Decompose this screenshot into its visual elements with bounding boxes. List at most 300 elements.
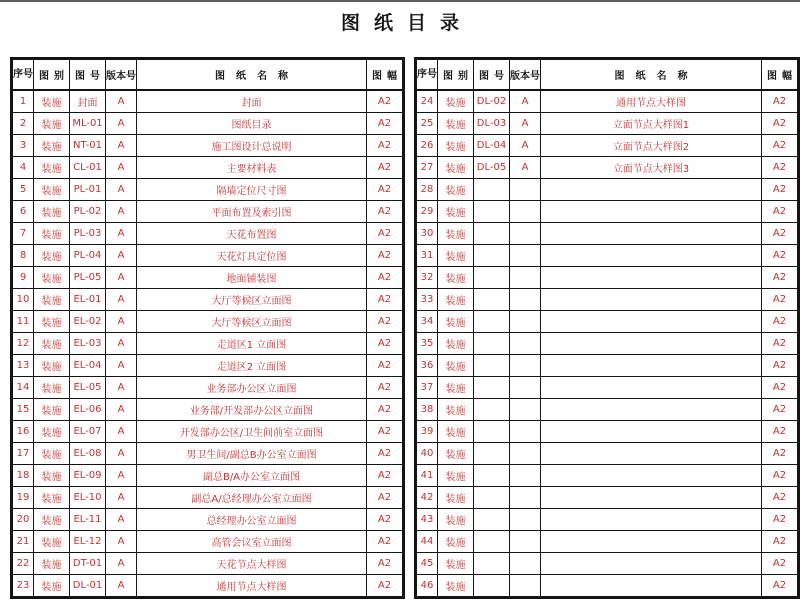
cell-category: 装施 [438,531,474,553]
cell-category: 装施 [438,377,474,399]
cell-serial: 36 [416,355,438,377]
cell-version: A [106,509,137,531]
table-row [416,509,799,531]
cell-number: DL-02 [474,90,510,113]
cell-serial: 29 [416,201,438,223]
cell-category: 装施 [34,90,70,113]
cell-serial: 44 [416,531,438,553]
cell-number [474,443,510,465]
cell-name: 通用节点大样图 [137,575,367,598]
cell-category: 装施 [34,355,70,377]
cell-size: A2 [762,289,799,311]
cell-name [541,575,762,598]
cell-number: EL-11 [70,509,106,531]
cell-size: A2 [762,311,799,333]
cell-version: A [106,333,137,355]
cell-category: 装施 [438,245,474,267]
drawing-index-table-right [414,57,800,599]
cell-size: A2 [762,135,799,157]
cell-name: 走道区1 立面图 [137,333,367,355]
cell-size: A2 [762,157,799,179]
cell-category: 装施 [34,157,70,179]
cell-category: 装施 [34,377,70,399]
cell-version [510,509,541,531]
cell-version: A [510,157,541,179]
cell-name [541,355,762,377]
cell-number: CL-01 [70,157,106,179]
cell-number: DL-01 [70,575,106,598]
table-row [12,333,404,355]
cell-version: A [106,575,137,598]
cell-category: 装施 [34,487,70,509]
cell-version [510,377,541,399]
cell-size: A2 [762,531,799,553]
column-header-number: 图号 [70,59,106,91]
cell-name: 男卫生间/副总B办公室立面图 [137,443,367,465]
cell-serial: 42 [416,487,438,509]
cell-name: 图纸目录 [137,113,367,135]
cell-name: 开发部办公区/卫生间前室立面图 [137,421,367,443]
cell-number: DT-01 [70,553,106,575]
cell-category: 装施 [34,179,70,201]
cell-serial: 2 [12,113,34,135]
cell-size: A2 [367,355,404,377]
cell-category: 装施 [438,443,474,465]
cell-serial: 21 [12,531,34,553]
cell-version: A [106,179,137,201]
table-row [416,531,799,553]
cell-version: A [106,465,137,487]
cell-size: A2 [762,245,799,267]
cell-size: A2 [762,179,799,201]
table-row [12,113,404,135]
cell-number [474,245,510,267]
cell-serial: 16 [12,421,34,443]
cell-size: A2 [367,509,404,531]
cell-category: 装施 [438,90,474,113]
cell-serial: 45 [416,553,438,575]
cell-size: A2 [367,421,404,443]
cell-size: A2 [762,509,799,531]
cell-category: 装施 [438,509,474,531]
cell-number [474,201,510,223]
cell-number [474,421,510,443]
table-row [12,509,404,531]
cell-number [474,377,510,399]
cell-category: 装施 [34,289,70,311]
cell-version: A [106,399,137,421]
cell-serial: 8 [12,245,34,267]
cell-category: 装施 [34,311,70,333]
cell-name [541,245,762,267]
cell-serial: 30 [416,223,438,245]
table-row [416,90,799,113]
cell-number: PL-04 [70,245,106,267]
table-row [416,377,799,399]
cell-number: EL-03 [70,333,106,355]
cell-serial: 13 [12,355,34,377]
table-row [416,289,799,311]
cell-name [541,289,762,311]
cell-version: A [106,487,137,509]
table-row [416,443,799,465]
table-row [416,245,799,267]
cell-version: A [106,553,137,575]
table-row [12,245,404,267]
table-row [12,157,404,179]
cell-serial: 35 [416,333,438,355]
cell-name: 总经理办公室立面图 [137,509,367,531]
cell-size: A2 [367,289,404,311]
cell-name: 天花灯具定位图 [137,245,367,267]
cell-name [541,267,762,289]
cell-size: A2 [367,399,404,421]
column-header-version: 版本号 [106,59,137,91]
cell-serial: 40 [416,443,438,465]
cell-size: A2 [762,267,799,289]
cell-name: 封面 [137,90,367,113]
cell-version [510,531,541,553]
cell-name: 地面铺装图 [137,267,367,289]
column-header-serial: 序号 [416,59,438,91]
column-header-number: 图号 [474,59,510,91]
table-row [416,333,799,355]
cell-category: 装施 [438,487,474,509]
table-row [12,90,404,113]
cell-version [510,465,541,487]
cell-version: A [106,157,137,179]
cell-name [541,421,762,443]
cell-name [541,509,762,531]
cell-serial: 4 [12,157,34,179]
cell-size: A2 [762,443,799,465]
table-row [416,465,799,487]
cell-number: DL-05 [474,157,510,179]
table-row [12,531,404,553]
cell-number: PL-01 [70,179,106,201]
cell-name: 天花布置图 [137,223,367,245]
cell-size: A2 [762,333,799,355]
cell-size: A2 [762,355,799,377]
cell-version: A [106,289,137,311]
cell-version: A [106,311,137,333]
table-row [416,553,799,575]
cell-version: A [106,201,137,223]
cell-size: A2 [762,421,799,443]
cell-number [474,355,510,377]
cell-serial: 23 [12,575,34,598]
cell-category: 装施 [34,575,70,598]
cell-size: A2 [762,465,799,487]
cell-category: 装施 [34,245,70,267]
cell-name [541,487,762,509]
cell-category: 装施 [438,465,474,487]
cell-serial: 37 [416,377,438,399]
cell-version: A [106,443,137,465]
cell-size: A2 [367,135,404,157]
cell-version: A [106,113,137,135]
cell-name: 施工图设计总说明 [137,135,367,157]
cell-version: A [106,223,137,245]
cell-size: A2 [367,113,404,135]
cell-name: 隔墙定位尺寸图 [137,179,367,201]
column-header-size: 图幅 [367,59,404,91]
cell-size: A2 [367,443,404,465]
cell-name: 大厅等候区立面图 [137,311,367,333]
cell-number [474,487,510,509]
cell-size: A2 [367,487,404,509]
table-row [12,201,404,223]
column-header-category: 图别 [438,59,474,91]
cell-number: PL-03 [70,223,106,245]
table-row [12,377,404,399]
cell-name [541,201,762,223]
cell-size: A2 [367,575,404,598]
table-row [416,575,799,598]
cell-serial: 7 [12,223,34,245]
cell-category: 装施 [438,157,474,179]
cell-number [474,333,510,355]
cell-version: A [106,421,137,443]
cell-version: A [510,113,541,135]
table-row [12,443,404,465]
cell-size: A2 [367,223,404,245]
cell-number: NT-01 [70,135,106,157]
cell-size: A2 [762,399,799,421]
table-row [416,113,799,135]
cell-number: EL-12 [70,531,106,553]
cell-size: A2 [367,553,404,575]
cell-size: A2 [367,90,404,113]
table-row [12,223,404,245]
cell-name [541,333,762,355]
drawing-index-table-left [10,57,405,599]
cell-name [541,223,762,245]
cell-size: A2 [367,531,404,553]
cell-category: 装施 [438,113,474,135]
cell-category: 装施 [34,201,70,223]
cell-version [510,355,541,377]
table-row [12,289,404,311]
table-row [12,465,404,487]
cell-category: 装施 [438,135,474,157]
table-row [12,399,404,421]
cell-category: 装施 [438,421,474,443]
cell-category: 装施 [438,201,474,223]
cell-size: A2 [367,201,404,223]
cell-version [510,245,541,267]
cell-category: 装施 [34,267,70,289]
cell-number: 封面 [70,90,106,113]
cell-serial: 18 [12,465,34,487]
cell-name: 大厅等候区立面图 [137,289,367,311]
cell-version [510,399,541,421]
cell-category: 装施 [438,553,474,575]
column-header-version: 版本号 [510,59,541,91]
cell-category: 装施 [438,311,474,333]
cell-category: 装施 [438,179,474,201]
cell-category: 装施 [34,443,70,465]
cell-serial: 5 [12,179,34,201]
cell-serial: 46 [416,575,438,598]
cell-version [510,443,541,465]
cell-number [474,311,510,333]
cell-serial: 26 [416,135,438,157]
cell-number: EL-08 [70,443,106,465]
cell-version: A [106,135,137,157]
cell-name: 副总B/A办公室立面图 [137,465,367,487]
cell-serial: 39 [416,421,438,443]
cell-category: 装施 [34,135,70,157]
cell-size: A2 [367,267,404,289]
table-row [416,157,799,179]
top-border-line [0,0,800,2]
cell-serial: 38 [416,399,438,421]
cell-category: 装施 [438,333,474,355]
cell-number: EL-05 [70,377,106,399]
cell-serial: 15 [12,399,34,421]
table-row [12,179,404,201]
cell-number: EL-06 [70,399,106,421]
cell-size: A2 [762,201,799,223]
cell-serial: 14 [12,377,34,399]
cell-size: A2 [762,90,799,113]
cell-name: 高管会议室立面图 [137,531,367,553]
cell-number: EL-07 [70,421,106,443]
cell-version: A [106,245,137,267]
cell-serial: 41 [416,465,438,487]
cell-name [541,399,762,421]
cell-category: 装施 [34,531,70,553]
cell-serial: 11 [12,311,34,333]
cell-serial: 27 [416,157,438,179]
cell-size: A2 [367,245,404,267]
cell-category: 装施 [34,399,70,421]
table-row [416,399,799,421]
cell-number [474,399,510,421]
cell-category: 装施 [438,355,474,377]
cell-serial: 12 [12,333,34,355]
cell-serial: 10 [12,289,34,311]
cell-size: A2 [762,113,799,135]
cell-size: A2 [367,333,404,355]
table-row [12,421,404,443]
cell-version [510,553,541,575]
cell-name [541,179,762,201]
cell-number: PL-02 [70,201,106,223]
cell-number: EL-10 [70,487,106,509]
cell-name [541,311,762,333]
cell-version [510,575,541,598]
table-row [12,311,404,333]
cell-category: 装施 [438,399,474,421]
cell-number: EL-09 [70,465,106,487]
column-header-size: 图幅 [762,59,799,91]
cell-name: 走道区2 立面图 [137,355,367,377]
cell-name [541,531,762,553]
table-row [12,487,404,509]
cell-name: 通用节点大样图 [541,90,762,113]
column-header-name: 图纸名称 [541,59,762,91]
cell-size: A2 [762,377,799,399]
cell-number [474,179,510,201]
cell-serial: 31 [416,245,438,267]
cell-name [541,465,762,487]
cell-size: A2 [762,575,799,598]
cell-category: 装施 [438,575,474,598]
cell-name: 副总A/总经理办公室立面图 [137,487,367,509]
cell-size: A2 [367,179,404,201]
table-row [416,201,799,223]
cell-number [474,289,510,311]
cell-version: A [106,90,137,113]
cell-version: A [510,135,541,157]
cell-category: 装施 [34,421,70,443]
cell-number: DL-04 [474,135,510,157]
cell-serial: 1 [12,90,34,113]
cell-name [541,443,762,465]
cell-serial: 17 [12,443,34,465]
table-row [12,553,404,575]
cell-serial: 22 [12,553,34,575]
table-row [416,267,799,289]
cell-number: EL-04 [70,355,106,377]
cell-version [510,223,541,245]
cell-number [474,223,510,245]
cell-number: ML-01 [70,113,106,135]
cell-serial: 33 [416,289,438,311]
cell-category: 装施 [34,223,70,245]
cell-serial: 34 [416,311,438,333]
cell-number [474,509,510,531]
cell-serial: 3 [12,135,34,157]
cell-number [474,553,510,575]
cell-version [510,311,541,333]
cell-version [510,267,541,289]
cell-serial: 6 [12,201,34,223]
table-header-row [416,59,799,91]
cell-version [510,179,541,201]
cell-name: 立面节点大样图3 [541,157,762,179]
cell-number: EL-01 [70,289,106,311]
cell-version [510,421,541,443]
cell-category: 装施 [438,267,474,289]
table-row [416,311,799,333]
cell-version: A [106,377,137,399]
table-row [12,267,404,289]
cell-serial: 19 [12,487,34,509]
cell-name: 立面节点大样图1 [541,113,762,135]
cell-number [474,465,510,487]
cell-size: A2 [762,223,799,245]
table-row [416,135,799,157]
cell-number [474,531,510,553]
cell-category: 装施 [34,113,70,135]
cell-size: A2 [762,487,799,509]
cell-serial: 9 [12,267,34,289]
table-row [12,135,404,157]
cell-version [510,201,541,223]
cell-size: A2 [367,465,404,487]
cell-category: 装施 [34,509,70,531]
cell-name [541,553,762,575]
cell-name: 业务部/开发部办公区立面图 [137,399,367,421]
table-row [416,179,799,201]
cell-category: 装施 [34,333,70,355]
cell-name: 平面布置及索引图 [137,201,367,223]
cell-category: 装施 [34,553,70,575]
cell-version [510,333,541,355]
